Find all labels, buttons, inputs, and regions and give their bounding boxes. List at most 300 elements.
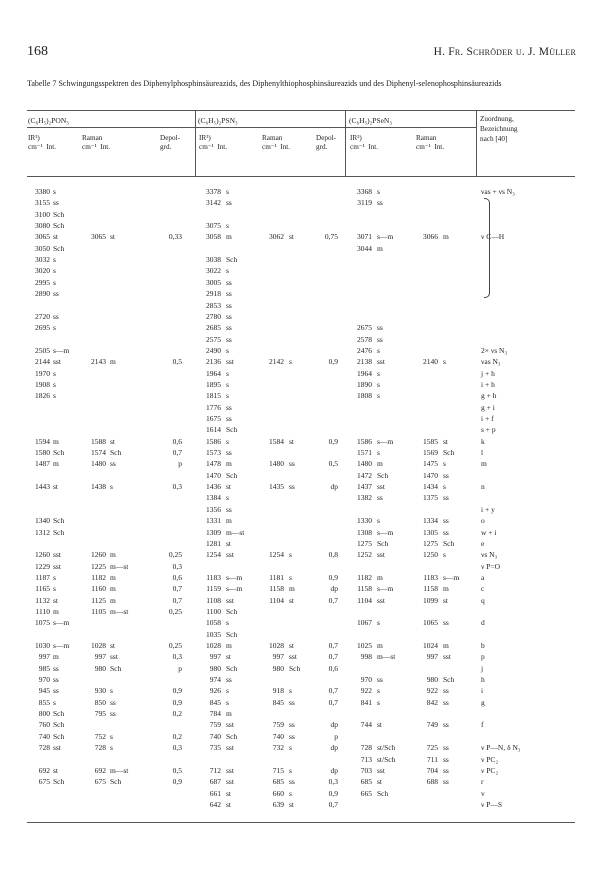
ir-psn3-wavenumber: 1675: [206, 414, 221, 423]
ir-psn3-wavenumber: 1108: [206, 595, 221, 605]
ir-wavenumber: 760: [38, 720, 50, 730]
table-bottom-rule: [27, 822, 575, 823]
ir-psn3-intensity: Sch: [226, 629, 238, 639]
raman-wavenumber: 1182: [91, 572, 106, 582]
ir-psn3-intensity: s: [226, 436, 229, 446]
raman-intensity: ss: [110, 459, 116, 469]
ir-psn3-intensity: s: [226, 391, 229, 401]
raman-psn3-wavenumber: 732: [272, 743, 284, 753]
raman-intensity: st: [110, 232, 116, 242]
raman-psn3-intensity: st: [289, 641, 295, 650]
raman-psn3-intensity: sst: [289, 652, 297, 662]
raman-psen3-intensity: ss: [443, 743, 449, 753]
raman-psn3-intensity: st: [289, 799, 295, 809]
raman-intensity: st: [110, 641, 116, 650]
raman-psen3-wavenumber: 2140: [423, 357, 438, 367]
ir-psen3-wavenumber: 1480: [357, 459, 372, 469]
raman-psen3-intensity: ss: [443, 686, 449, 696]
ir-intensity: s: [53, 323, 56, 333]
depol-psn3-ratio: 0,7: [328, 697, 338, 707]
raman-psen3-wavenumber: 1475: [423, 459, 438, 469]
ir-wavenumber: 3155: [35, 198, 50, 208]
ir-psen3-intensity: m: [377, 459, 383, 469]
ir-wavenumber: 1580: [35, 448, 50, 458]
ir-psen3-wavenumber: 1275: [357, 538, 372, 548]
ir-psn3-intensity: st: [226, 788, 232, 798]
ir-intensity: Sch: [53, 209, 65, 219]
group-header-psen3: (C₆H₅)₂PSeN₃: [349, 116, 392, 125]
ir-psn3-intensity: Sch: [226, 663, 238, 673]
ir-wavenumber: 1594: [35, 436, 50, 446]
assignment: o: [481, 516, 485, 526]
raman-psen3-intensity: ss: [443, 697, 449, 707]
ir-psn3-wavenumber: 1254: [206, 550, 221, 560]
ir-psn3-intensity: sst: [226, 743, 234, 753]
ir-psn3-intensity: ss: [226, 311, 232, 321]
ir-psen3-wavenumber: 1308: [357, 527, 372, 537]
depol-psn3-ratio: dp: [330, 482, 338, 492]
ir-wavenumber: 3100: [35, 209, 50, 219]
column-divider-3: [476, 110, 477, 176]
raman-wavenumber: 1160: [91, 584, 106, 594]
assignment: h: [481, 675, 485, 685]
ir-psen3-intensity: s: [377, 391, 380, 401]
ir-psen3-wavenumber: 1067: [357, 618, 372, 628]
ir-intensity: Sch: [53, 720, 65, 730]
ir-psn3-intensity: m: [226, 516, 232, 526]
ir-psen3-intensity: s: [377, 516, 380, 526]
raman-psn3-wavenumber: 1435: [269, 482, 284, 492]
ir-psen3-intensity: ss: [377, 334, 383, 344]
raman-psen3-intensity: Sch: [443, 675, 455, 685]
ir-psen3-intensity: m: [377, 572, 383, 582]
raman-psn3-wavenumber: 685: [272, 777, 284, 787]
assignment: r: [481, 777, 484, 787]
raman-intensity: st: [110, 436, 116, 446]
assignment: ν PC₂: [481, 754, 499, 764]
raman-intensity: s: [110, 686, 113, 696]
depol-ratio: 0,7: [172, 584, 182, 594]
assignment: ν C—H: [481, 232, 505, 242]
ir-intensity: ss: [53, 686, 59, 696]
ir-psen3-wavenumber: 1025: [357, 641, 372, 650]
ir-psn3-wavenumber: 3058: [206, 232, 221, 242]
ir-psn3-intensity: s: [226, 697, 229, 707]
raman-intensity: s: [110, 743, 113, 753]
ir-wavenumber: 728: [38, 743, 50, 753]
raman-psen3-intensity: m: [443, 641, 449, 650]
raman-psn3-wavenumber: 997: [272, 652, 284, 662]
assignment: ν P—N, δ N₃: [481, 743, 521, 753]
ir-intensity: s: [53, 379, 56, 389]
raman-psn3-intensity: s: [289, 743, 292, 753]
ir-psen3-wavenumber: 998: [360, 652, 372, 662]
raman-psen3-wavenumber: 1434: [423, 482, 438, 492]
ir-psn3-wavenumber: 2853: [206, 300, 221, 310]
ir-psn3-wavenumber: 1058: [206, 618, 221, 628]
raman-wavenumber: 1438: [91, 482, 106, 492]
header-raman: Raman cm⁻¹ Int.: [82, 134, 111, 151]
raman-intensity: m: [110, 572, 116, 582]
raman-psen3-wavenumber: 1158: [423, 584, 438, 594]
depol-psn3-ratio: 0,5: [328, 459, 338, 469]
raman-psen3-intensity: ss: [443, 618, 449, 628]
assignment: i + h: [481, 379, 495, 389]
ir-wavenumber: 3020: [35, 266, 50, 276]
ir-psn3-wavenumber: 784: [209, 709, 221, 719]
raman-psen3-intensity: s: [443, 357, 446, 367]
raman-psen3-intensity: ss: [443, 777, 449, 787]
raman-psn3-wavenumber: 918: [272, 686, 284, 696]
ir-intensity: st: [53, 482, 59, 492]
raman-intensity: Sch: [110, 448, 122, 458]
header-assignment: Zuordnung, Bezeichnung nach [40]: [480, 115, 518, 143]
ir-intensity: Sch: [53, 527, 65, 537]
ir-wavenumber: 1443: [35, 482, 50, 492]
ir-psn3-wavenumber: 1964: [206, 368, 221, 378]
ir-psn3-intensity: st: [226, 482, 232, 492]
ir-wavenumber: 1826: [35, 391, 50, 401]
raman-psn3-wavenumber: 2142: [269, 357, 284, 367]
raman-intensity: m—st: [110, 561, 129, 571]
raman-intensity: m—st: [110, 765, 129, 775]
ir-intensity: Sch: [53, 731, 65, 741]
ir-psn3-intensity: s: [226, 493, 229, 503]
assignment: νas N₃: [481, 357, 501, 367]
ir-psen3-wavenumber: 1252: [357, 550, 372, 560]
ir-psn3-wavenumber: 926: [209, 686, 221, 696]
depol-ratio: 0,6: [172, 572, 182, 582]
ir-psen3-intensity: s—m: [377, 584, 394, 594]
group-header-rule: [27, 127, 476, 128]
ir-wavenumber: 1340: [35, 516, 50, 526]
raman-psen3-wavenumber: 1024: [423, 641, 438, 650]
raman-psn3-intensity: ss: [289, 731, 295, 741]
ir-psen3-wavenumber: 1571: [357, 448, 372, 458]
ir-intensity: m: [53, 606, 59, 616]
raman-psn3-intensity: ss: [289, 482, 295, 492]
ir-psen3-intensity: st/Sch: [377, 743, 396, 753]
ir-psn3-wavenumber: 3038: [206, 255, 221, 265]
ir-wavenumber: 1075: [35, 618, 50, 628]
ir-psn3-wavenumber: 980: [209, 663, 221, 673]
depol-ratio: 0,6: [172, 436, 182, 446]
raman-psn3-intensity: m: [289, 584, 295, 594]
raman-psen3-intensity: m: [443, 232, 449, 242]
ir-psen3-wavenumber: 922: [360, 686, 372, 696]
depol-ratio: 0,2: [172, 709, 182, 719]
ir-psen3-wavenumber: 1472: [357, 470, 372, 480]
assignment: k: [481, 436, 485, 446]
assignment: c: [481, 584, 485, 594]
ir-psen3-intensity: st: [377, 720, 383, 730]
depol-psn3-ratio: dp: [330, 584, 338, 594]
depol-psn3-ratio: 0,9: [328, 357, 338, 367]
ir-psn3-wavenumber: 2136: [206, 357, 221, 367]
raman-psen3-intensity: ss: [443, 527, 449, 537]
ir-intensity: ss: [53, 289, 59, 299]
ir-wavenumber: 740: [38, 731, 50, 741]
ir-psn3-wavenumber: 1478: [206, 459, 221, 469]
ir-intensity: Sch: [53, 221, 65, 231]
ir-psn3-wavenumber: 1035: [206, 629, 221, 639]
raman-psen3-intensity: m: [443, 584, 449, 594]
ir-wavenumber: 985: [38, 663, 50, 673]
ir-intensity: s—m: [53, 641, 70, 650]
raman-psen3-wavenumber: 1585: [423, 436, 438, 446]
raman-psen3-wavenumber: 704: [426, 765, 438, 775]
ir-psn3-intensity: s: [226, 368, 229, 378]
raman-psn3-intensity: s: [289, 686, 292, 696]
ir-psen3-wavenumber: 665: [360, 788, 372, 798]
assignment: i + f: [481, 414, 494, 423]
ir-psn3-wavenumber: 2918: [206, 289, 221, 299]
raman-psen3-wavenumber: 749: [426, 720, 438, 730]
raman-wavenumber: 1225: [91, 561, 106, 571]
ir-psn3-wavenumber: 712: [209, 765, 221, 775]
ir-intensity: Sch: [53, 777, 65, 787]
depol-ratio: 0,5: [172, 765, 182, 775]
depol-ratio: 0,9: [172, 697, 182, 707]
ir-psn3-wavenumber: 3075: [206, 221, 221, 231]
raman-psn3-wavenumber: 1104: [269, 595, 284, 605]
raman-psen3-intensity: ss: [443, 765, 449, 775]
raman-psen3-intensity: ss: [443, 493, 449, 503]
ir-psen3-intensity: Sch: [377, 470, 389, 480]
ir-psn3-wavenumber: 997: [209, 652, 221, 662]
ir-psn3-wavenumber: 3022: [206, 266, 221, 276]
ir-psn3-wavenumber: 1183: [206, 572, 221, 582]
ir-psn3-wavenumber: 735: [209, 743, 221, 753]
raman-psen3-wavenumber: 1305: [423, 527, 438, 537]
ir-wavenumber: 1132: [35, 595, 50, 605]
assignment: ν P—S: [481, 799, 503, 809]
ir-psen3-wavenumber: 1182: [357, 572, 372, 582]
ir-psn3-wavenumber: 2490: [206, 345, 221, 355]
ir-psen3-intensity: s: [377, 368, 380, 378]
ir-intensity: m: [53, 459, 59, 469]
ir-psn3-intensity: s—m: [226, 584, 243, 594]
ir-psn3-intensity: m: [226, 709, 232, 719]
raman-intensity: m: [110, 357, 116, 367]
raman-psen3-wavenumber: 922: [426, 686, 438, 696]
raman-psn3-wavenumber: 1254: [269, 550, 284, 560]
ir-intensity: ss: [53, 311, 59, 321]
depol-ratio: 0,3: [172, 561, 182, 571]
ir-psn3-wavenumber: 3142: [206, 198, 221, 208]
raman-psen3-wavenumber: 1470: [423, 470, 438, 480]
ir-psen3-wavenumber: 3368: [357, 187, 372, 196]
ir-psn3-intensity: ss: [226, 323, 232, 333]
ir-psn3-intensity: ss: [226, 277, 232, 287]
depol-ratio: 0,3: [172, 652, 182, 662]
ir-psen3-wavenumber: 2675: [357, 323, 372, 333]
ir-intensity: st: [53, 595, 59, 605]
ir-wavenumber: 3032: [35, 255, 50, 265]
ir-psen3-wavenumber: 1104: [357, 595, 372, 605]
ir-intensity: s: [53, 277, 56, 287]
ir-intensity: s: [53, 584, 56, 594]
depol-psn3-ratio: 0,9: [328, 788, 338, 798]
ir-psen3-intensity: s: [377, 697, 380, 707]
raman-psn3-wavenumber: 3062: [269, 232, 284, 242]
ir-psen3-wavenumber: 3119: [357, 198, 372, 208]
ir-psn3-wavenumber: 3005: [206, 277, 221, 287]
ir-psn3-intensity: s—m: [226, 572, 243, 582]
group-header-pon3: (C₆H₅)₂PON₃: [28, 116, 69, 125]
ir-wavenumber: 1312: [35, 527, 50, 537]
ir-psn3-intensity: st: [226, 538, 232, 548]
assignment: l: [481, 448, 484, 458]
ir-psen3-wavenumber: 1964: [357, 368, 372, 378]
raman-wavenumber: 728: [94, 743, 106, 753]
ir-intensity: s: [53, 368, 56, 378]
ir-psen3-wavenumber: 685: [360, 777, 372, 787]
raman-psn3-intensity: s: [289, 572, 292, 582]
raman-psen3-wavenumber: 3066: [423, 232, 438, 242]
ir-psn3-intensity: ss: [226, 198, 232, 208]
table-caption: [27, 79, 575, 89]
assignment: j + h: [481, 368, 495, 378]
ir-psn3-wavenumber: 642: [209, 799, 221, 809]
ir-psn3-intensity: ss: [226, 504, 232, 514]
ir-psen3-wavenumber: 1330: [357, 516, 372, 526]
depol-psn3-ratio: 0,7: [328, 641, 338, 650]
assignment: νas + νs N₃: [481, 187, 515, 196]
ir-wavenumber: 2505: [35, 345, 50, 355]
ir-psn3-wavenumber: 1356: [206, 504, 221, 514]
raman-psen3-wavenumber: 1275: [423, 538, 438, 548]
ir-psn3-intensity: s: [226, 187, 229, 196]
raman-psn3-wavenumber: 740: [272, 731, 284, 741]
ir-psn3-wavenumber: 1776: [206, 402, 221, 412]
raman-psen3-intensity: s—m: [443, 572, 460, 582]
raman-psen3-intensity: ss: [443, 516, 449, 526]
header-ir-psn3: IR³) cm⁻¹ Int.: [199, 134, 228, 151]
raman-wavenumber: 1480: [91, 459, 106, 469]
raman-psen3-intensity: ss: [443, 754, 449, 764]
ir-psn3-wavenumber: 2685: [206, 323, 221, 333]
depol-psn3-ratio: 0,6: [328, 663, 338, 673]
depol-psn3-ratio: dp: [330, 743, 338, 753]
ir-wavenumber: 1165: [35, 584, 50, 594]
ir-psn3-wavenumber: 845: [209, 697, 221, 707]
raman-psn3-wavenumber: 1584: [269, 436, 284, 446]
header-ir: IR³) cm⁻¹ Int.: [28, 134, 57, 151]
raman-intensity: ss: [110, 697, 116, 707]
ir-intensity: ss: [53, 675, 59, 685]
ir-psen3-wavenumber: 1437: [357, 482, 372, 492]
depol-ratio: 0,25: [168, 550, 182, 560]
ir-psn3-wavenumber: 687: [209, 777, 221, 787]
depol-ratio: 0,25: [168, 606, 182, 616]
raman-psn3-intensity: s: [289, 357, 292, 367]
ir-psen3-wavenumber: 744: [360, 720, 372, 730]
ir-psen3-intensity: sst: [377, 482, 385, 492]
ir-psen3-wavenumber: 1586: [357, 436, 372, 446]
ir-intensity: sst: [53, 550, 61, 560]
ir-psn3-wavenumber: 1470: [206, 470, 221, 480]
ir-psn3-intensity: s: [226, 379, 229, 389]
assignment: p: [481, 652, 485, 662]
raman-intensity: m: [110, 595, 116, 605]
ir-psn3-intensity: s: [226, 266, 229, 276]
raman-psen3-intensity: s: [443, 459, 446, 469]
assignment: νs N₃: [481, 550, 498, 560]
depol-ratio: 0,2: [172, 731, 182, 741]
ir-psen3-wavenumber: 3044: [357, 243, 372, 253]
assignment: s + p: [481, 425, 496, 435]
ir-intensity: s: [53, 697, 56, 707]
ir-wavenumber: 1187: [35, 572, 50, 582]
raman-psn3-intensity: s: [289, 765, 292, 775]
raman-psn3-intensity: st: [289, 436, 295, 446]
raman-psen3-wavenumber: 1183: [423, 572, 438, 582]
raman-wavenumber: 997: [94, 652, 106, 662]
ir-intensity: s: [53, 572, 56, 582]
raman-psen3-intensity: ss: [443, 470, 449, 480]
ir-psen3-intensity: sst: [377, 765, 385, 775]
raman-wavenumber: 930: [94, 686, 106, 696]
assignment: 2× νs N₃: [481, 345, 508, 355]
depol-psn3-ratio: 0,9: [328, 572, 338, 582]
raman-psn3-intensity: s: [289, 788, 292, 798]
raman-psn3-wavenumber: 1158: [269, 584, 284, 594]
ir-psen3-intensity: s: [377, 379, 380, 389]
ir-intensity: sst: [53, 357, 61, 367]
assignment: ν P=O: [481, 561, 501, 571]
depol-ratio: p: [178, 459, 182, 469]
raman-psn3-wavenumber: 980: [272, 663, 284, 673]
ir-psn3-intensity: s: [226, 345, 229, 355]
raman-psen3-wavenumber: 1569: [423, 448, 438, 458]
ir-intensity: s: [53, 187, 56, 196]
column-divider-2: [345, 110, 346, 176]
group-header-psn3: (C₆H₅)₂PSN₃: [198, 116, 238, 125]
ir-psn3-intensity: m—st: [226, 527, 245, 537]
raman-psn3-wavenumber: 845: [272, 697, 284, 707]
ir-wavenumber: 3065: [35, 232, 50, 242]
ir-wavenumber: 1260: [35, 550, 50, 560]
raman-psen3-intensity: ss: [443, 720, 449, 730]
ir-psn3-intensity: ss: [226, 300, 232, 310]
assignment: j: [481, 663, 484, 673]
raman-psn3-intensity: ss: [289, 777, 295, 787]
assignment: e: [481, 538, 485, 548]
ir-wavenumber: 692: [38, 765, 50, 775]
raman-psen3-wavenumber: 688: [426, 777, 438, 787]
ir-wavenumber: 2695: [35, 323, 50, 333]
ir-psn3-intensity: ss: [226, 334, 232, 344]
ir-intensity: st: [53, 232, 59, 242]
ir-psen3-intensity: ss: [377, 493, 383, 503]
ir-psen3-wavenumber: 1890: [357, 379, 372, 389]
ir-wavenumber: 3380: [35, 187, 50, 196]
ir-psen3-intensity: s: [377, 187, 380, 196]
raman-wavenumber: 1574: [91, 448, 106, 458]
ir-psn3-intensity: Sch: [226, 606, 238, 616]
ir-intensity: sst: [53, 743, 61, 753]
ir-psen3-wavenumber: 970: [360, 675, 372, 685]
raman-wavenumber: 1588: [91, 436, 106, 446]
raman-psn3-intensity: Sch: [289, 663, 301, 673]
ir-psn3-intensity: ss: [226, 289, 232, 299]
table-caption-text: Schwingungsspektren des Diphenylphosphinsäureazids, des Diphenylthiophosphinsäureazids und des Diphenyl-selenophosphinsäureazids: [58, 79, 502, 88]
ir-wavenumber: 855: [38, 697, 50, 707]
running-header-authors: H. Fr. Schröder u. J. Müller: [433, 46, 576, 58]
ir-intensity: s: [53, 391, 56, 401]
raman-psen3-intensity: st: [443, 436, 449, 446]
